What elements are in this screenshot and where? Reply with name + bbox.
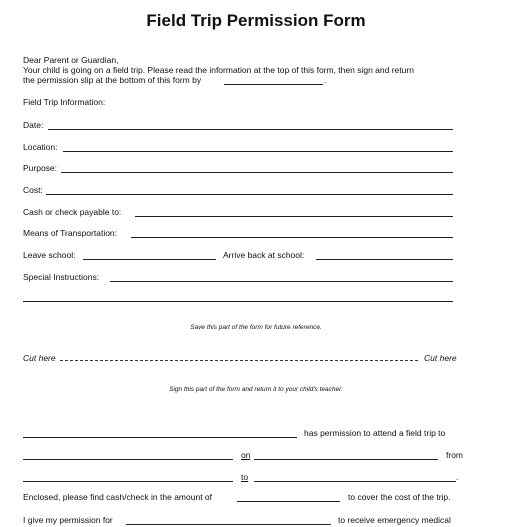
arrive-back-label: Arrive back at school: — [223, 250, 305, 260]
on-text: on — [241, 450, 251, 460]
payable-label: Cash or check payable to: — [23, 207, 122, 217]
intro-line-1: Your child is going on a field trip. Please read the information at the top of this form, then sign and return — [23, 65, 414, 75]
to-text: to — [241, 472, 249, 482]
cut-line — [60, 360, 418, 361]
date-label: Date: — [23, 120, 44, 130]
transport-label: Means of Transportation: — [23, 228, 118, 238]
cut-here-left: Cut here — [23, 353, 56, 363]
form-title: Field Trip Permission Form — [146, 11, 366, 30]
enclosed-text: Enclosed, please find cash/check in the amount of — [23, 492, 213, 502]
intro-period: . — [324, 75, 327, 85]
give-permission-text: I give my permission for — [23, 515, 113, 525]
end-time-field[interactable] — [254, 481, 456, 482]
amount-field[interactable] — [237, 501, 340, 502]
location-label: Location: — [23, 142, 58, 152]
greeting: Dear Parent or Guardian, — [23, 55, 119, 65]
student-name-field[interactable] — [23, 437, 297, 438]
leave-school-label: Leave school: — [23, 250, 76, 260]
emergency-medical-text: to receive emergency medical — [338, 515, 451, 525]
purpose-field[interactable] — [61, 172, 453, 173]
permission-name-field[interactable] — [126, 524, 331, 525]
field-trip-info-heading: Field Trip Information: — [23, 97, 106, 107]
location-field[interactable] — [63, 151, 453, 152]
date-field[interactable] — [48, 129, 453, 130]
from-text: from — [446, 450, 463, 460]
transport-field[interactable] — [131, 237, 453, 238]
save-note: Save this part of the form for future reference. — [190, 324, 322, 331]
payable-field[interactable] — [135, 216, 453, 217]
cost-label: Cost: — [23, 185, 43, 195]
special-instructions-line-2[interactable] — [23, 301, 453, 302]
return-by-date-line[interactable] — [224, 84, 323, 85]
start-time-field[interactable] — [23, 481, 233, 482]
special-instructions-field[interactable] — [110, 281, 453, 282]
arrive-back-field[interactable] — [316, 259, 453, 260]
to-cover-text: to cover the cost of the trip. — [348, 492, 451, 502]
sign-note: Sign this part of the form and return it to your child's teacher. — [169, 386, 343, 393]
special-instructions-label: Special Instructions: — [23, 272, 100, 282]
cut-here-right: Cut here — [424, 353, 457, 363]
cost-field[interactable] — [46, 194, 453, 195]
trip-date-field[interactable] — [254, 459, 438, 460]
purpose-label: Purpose: — [23, 163, 58, 173]
leave-school-field[interactable] — [83, 259, 216, 260]
destination-field[interactable] — [23, 459, 233, 460]
has-permission-text: has permission to attend a field trip to — [304, 428, 446, 438]
intro-line-2: the permission slip at the bottom of this form by — [23, 75, 202, 85]
end-period: . — [456, 472, 459, 482]
